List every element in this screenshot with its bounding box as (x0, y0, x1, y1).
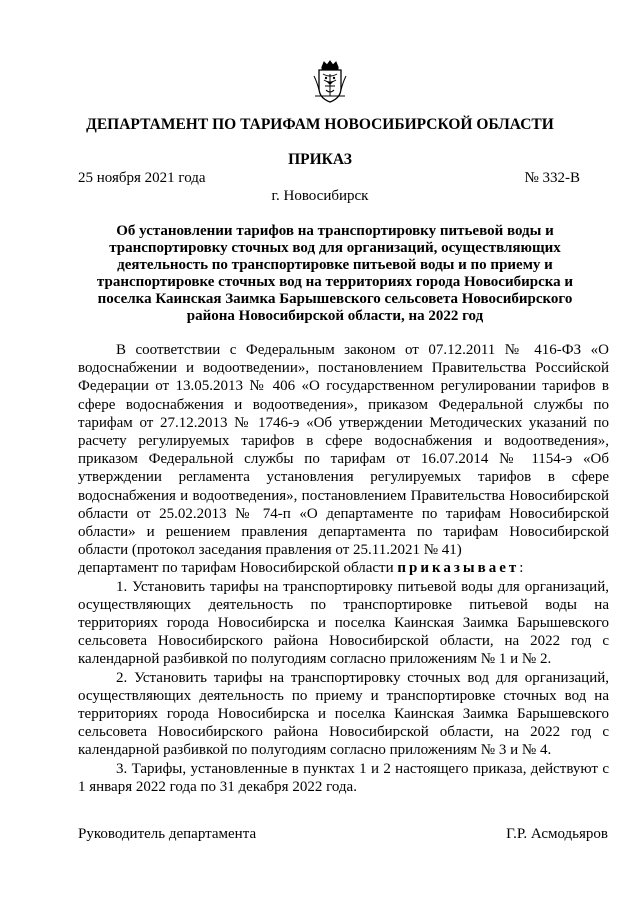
signatory-position: Руководитель департамента (78, 826, 257, 842)
document-title: Об установлении тарифов на транспортировку питьевой воды и транспортировку сточных вод для организаций, осуществляющих деятельность по транспортировке питьевой воды и по приему и транспортировке сточных вод на территориях города Новосибирска и поселка Каинская Заимка Барышевского сельсовета Новосибирского района Новосибирской области, на 2022 год (96, 223, 574, 324)
document-date: 25 ноября 2021 года (78, 170, 206, 186)
order-item-1: 1. Установить тарифы на транспортировку питьевой воды для организаций, осуществляющих деятельность по транспортировке питьевой воды на территориях города Новосибирска и поселка Каинская Заимка Барышевского сельсовета Новосибирского района Новосибирской области, на 2022 год с календарной разбивкой по полугодиям согласно приложениям № 1 и № 2. (78, 578, 609, 668)
novosibirsk-coat-of-arms-icon (312, 60, 348, 104)
document-body (78, 341, 609, 796)
orders-line: департамент по тарифам Новосибирской области приказывает: (78, 560, 524, 577)
orders-word: приказывает (397, 560, 520, 577)
document-number: № 332-В (524, 170, 580, 186)
order-item-2: 2. Установить тарифы на транспортировку сточных вод для организаций, осуществляющих деятельность по приему и транспортировке сточных вод на территориях города Новосибирска и поселка Каинская Заимка Барышевского сельсовета Новосибирского района Новосибирской области, на 2022 год с календарной разбивкой по полугодиям согласно приложениям № 3 и № 4. (78, 669, 609, 759)
order-item-3: 3. Тарифы, установленные в пунктах 1 и 2 настоящего приказа, действуют с 1 января 2022 года по 31 декабря 2022 года. (78, 760, 609, 795)
document-city: г. Новосибирск (271, 188, 369, 204)
document-type: ПРИКАЗ (288, 151, 352, 168)
department-name: ДЕПАРТАМЕНТ ПО ТАРИФАМ НОВОСИБИРСКОЙ ОБЛАСТИ (86, 116, 554, 133)
signatory-name: Г.Р. Асмодьяров (506, 826, 608, 842)
preamble-paragraph: В соответствии с Федеральным законом от 07.12.2011 № 416-ФЗ «О водоснабжении и водоотведении», постановлением Правительства Российской Федерации от 13.05.2013 № 406 «О государственном регулировании тарифов в сфере водоснабжения и водоотведения», приказом Федеральной службы по тарифам от 27.12.2013 № 1746-э «Об утверждении Методических указаний по расчету регулируемых тарифов в сфере водоснабжения и водоотведения», приказом Федеральной службы по тарифам от 16.07.2014 № 1154-э «Об утверждении регламента установления регулируемых тарифов в сфере водоснабжения и водоотведения», постановлением Правительства Новосибирской области от 25.02.2013 № 74-п «О департаменте по тарифам Новосибирской области» и решением правления департамента по тарифам Новосибирской области (протокол заседания правления от 25.11.2021 № 41) (78, 342, 609, 559)
orders-lead: департамент по тарифам Новосибирской области (78, 560, 394, 577)
